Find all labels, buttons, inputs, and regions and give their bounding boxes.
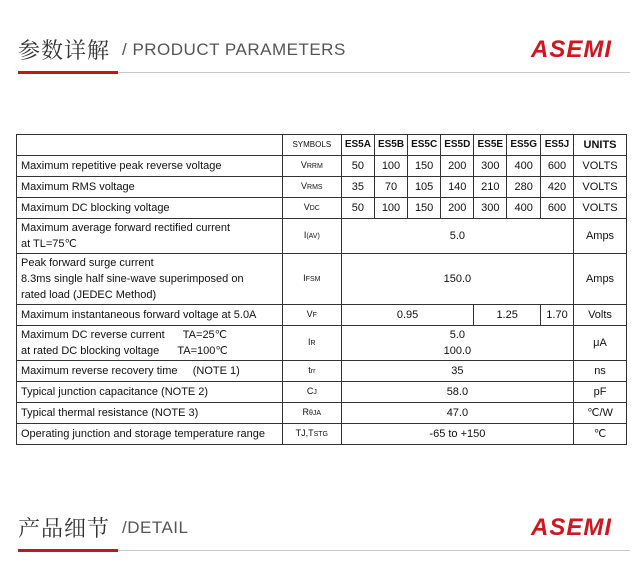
symbol-main: V [303, 202, 310, 212]
value-cell: 150.0 [341, 254, 573, 305]
symbol-sub: STG [313, 431, 328, 438]
symbol-main: V [301, 181, 308, 191]
symbol-main: TJ,T [295, 428, 314, 438]
value-cell: 600 [541, 198, 574, 219]
unit-cell: Volts [574, 305, 627, 326]
symbol-main: R [302, 407, 310, 417]
param-label [17, 254, 283, 305]
param-line: Peak forward surge current [21, 257, 154, 269]
symbol-sub: (AV) [306, 233, 320, 240]
symbol-cell [282, 361, 341, 382]
table-row [17, 156, 627, 177]
header-es5b: ES5B [374, 135, 407, 156]
value-cell: 400 [507, 156, 541, 177]
unit-cell: Amps [574, 219, 627, 254]
table-header-row [17, 135, 627, 156]
unit-cell: pF [574, 382, 627, 403]
symbol-sub: J [313, 389, 317, 396]
header-es5d: ES5D [441, 135, 474, 156]
symbol-sub: RMS [307, 184, 323, 191]
value-cell: 600 [541, 156, 574, 177]
symbol-cell [282, 403, 341, 424]
symbol-cell [282, 177, 341, 198]
header-es5g: ES5G [507, 135, 541, 156]
value-cell: 5.0 [341, 219, 573, 254]
value-cell: 280 [507, 177, 541, 198]
symbol-main: I [308, 337, 311, 347]
value-cell: 50 [341, 156, 374, 177]
table-row [17, 177, 627, 198]
symbol-main: I [303, 273, 306, 283]
header-units: UNITS [574, 135, 627, 156]
param-label: Maximum reverse recovery time (NOTE 1) [17, 361, 283, 382]
table-row [17, 403, 627, 424]
value-line: 100.0 [443, 345, 472, 357]
param-label [17, 219, 283, 254]
header-accent-bar [18, 549, 118, 552]
value-cell: 420 [541, 177, 574, 198]
symbol-main: C [306, 386, 314, 396]
symbol-sub: RRM [306, 163, 323, 170]
parameters-table [16, 134, 627, 445]
table-row [17, 198, 627, 219]
symbol-sub: rr [310, 368, 316, 375]
value-cell: 0.95 [341, 305, 474, 326]
unit-cell: VOLTS [574, 198, 627, 219]
symbol-sub: θJA [309, 410, 322, 417]
param-label: Maximum DC blocking voltage [17, 198, 283, 219]
value-cell: 50 [341, 198, 374, 219]
header-es5j: ES5J [541, 135, 574, 156]
header-blank [17, 135, 283, 156]
table-row [17, 361, 627, 382]
param-line: Maximum average forward rectified current [21, 222, 231, 234]
table-row [17, 305, 627, 326]
value-cell: 200 [441, 156, 474, 177]
value-cell: 300 [474, 198, 507, 219]
value-cell: 58.0 [341, 382, 573, 403]
asemi-logo: ASEMI [530, 514, 612, 541]
symbol-cell [282, 219, 341, 254]
unit-cell: ns [574, 361, 627, 382]
symbol-cell [282, 156, 341, 177]
param-label: Typical thermal resistance (NOTE 3) [17, 403, 283, 424]
symbol-cell [282, 326, 341, 361]
symbol-cell [282, 382, 341, 403]
value-cell: 100 [374, 156, 407, 177]
header-symbols: SYMBOLS [282, 135, 341, 156]
value-cell [341, 326, 573, 361]
param-line: at rated DC blocking voltage TA=100℃ [21, 345, 228, 357]
param-line: 8.3ms single half sine-wave superimposed on [21, 273, 244, 285]
symbol-sub: DC [309, 205, 320, 212]
value-cell: 300 [474, 156, 507, 177]
value-cell: 210 [474, 177, 507, 198]
section-title: 产品细节 [18, 517, 111, 542]
header-accent-bar [18, 71, 118, 74]
value-line: 5.0 [449, 329, 466, 341]
value-cell: -65 to +150 [341, 424, 573, 445]
value-cell: 47.0 [341, 403, 573, 424]
param-label [17, 326, 283, 361]
param-line: Maximum DC reverse current TA=25℃ [21, 329, 228, 341]
unit-cell: Amps [574, 254, 627, 305]
param-line: at TL=75℃ [21, 238, 77, 250]
symbol-cell [282, 305, 341, 326]
value-cell: 70 [374, 177, 407, 198]
param-label: Maximum repetitive peak reverse voltage [17, 156, 283, 177]
table-row [17, 254, 627, 305]
detail-header [0, 504, 640, 554]
asemi-logo: ASEMI [530, 36, 612, 63]
value-cell: 400 [507, 198, 541, 219]
unit-cell: μA [574, 326, 627, 361]
param-line: rated load (JEDEC Method) [21, 289, 157, 301]
unit-cell: VOLTS [574, 156, 627, 177]
unit-cell: ℃ [574, 424, 627, 445]
symbol-cell [282, 198, 341, 219]
value-cell: 35 [341, 177, 374, 198]
value-cell: 150 [408, 198, 441, 219]
param-label: Typical junction capacitance (NOTE 2) [17, 382, 283, 403]
value-cell: 1.70 [541, 305, 574, 326]
value-cell: 35 [341, 361, 573, 382]
product-parameters-header [0, 26, 640, 76]
symbol-main: I [303, 230, 307, 240]
symbol-main: V [300, 160, 307, 170]
param-label: Maximum RMS voltage [17, 177, 283, 198]
symbol-sub: R [310, 340, 316, 347]
value-cell: 1.25 [474, 305, 541, 326]
param-label: Maximum instantaneous forward voltage at 5.0A [17, 305, 283, 326]
header-es5a: ES5A [341, 135, 374, 156]
value-cell: 200 [441, 198, 474, 219]
param-label: Operating junction and storage temperature range [17, 424, 283, 445]
unit-cell: VOLTS [574, 177, 627, 198]
section-subtitle: / PRODUCT PARAMETERS [122, 40, 346, 59]
symbol-sub: FSM [305, 276, 321, 283]
header-es5e: ES5E [474, 135, 507, 156]
table-row [17, 326, 627, 361]
value-cell: 105 [408, 177, 441, 198]
value-cell: 100 [374, 198, 407, 219]
header-es5c: ES5C [408, 135, 441, 156]
symbol-sub: F [312, 312, 317, 319]
table-row [17, 424, 627, 445]
section-title: 参数详解 [18, 39, 111, 64]
unit-cell: ℃/W [574, 403, 627, 424]
symbol-cell [282, 424, 341, 445]
value-cell: 150 [408, 156, 441, 177]
table-row [17, 382, 627, 403]
symbol-main: V [306, 309, 313, 319]
symbol-cell [282, 254, 341, 305]
table-row [17, 219, 627, 254]
section-subtitle: /DETAIL [122, 518, 189, 537]
value-cell: 140 [441, 177, 474, 198]
symbol-main: t [308, 365, 311, 375]
